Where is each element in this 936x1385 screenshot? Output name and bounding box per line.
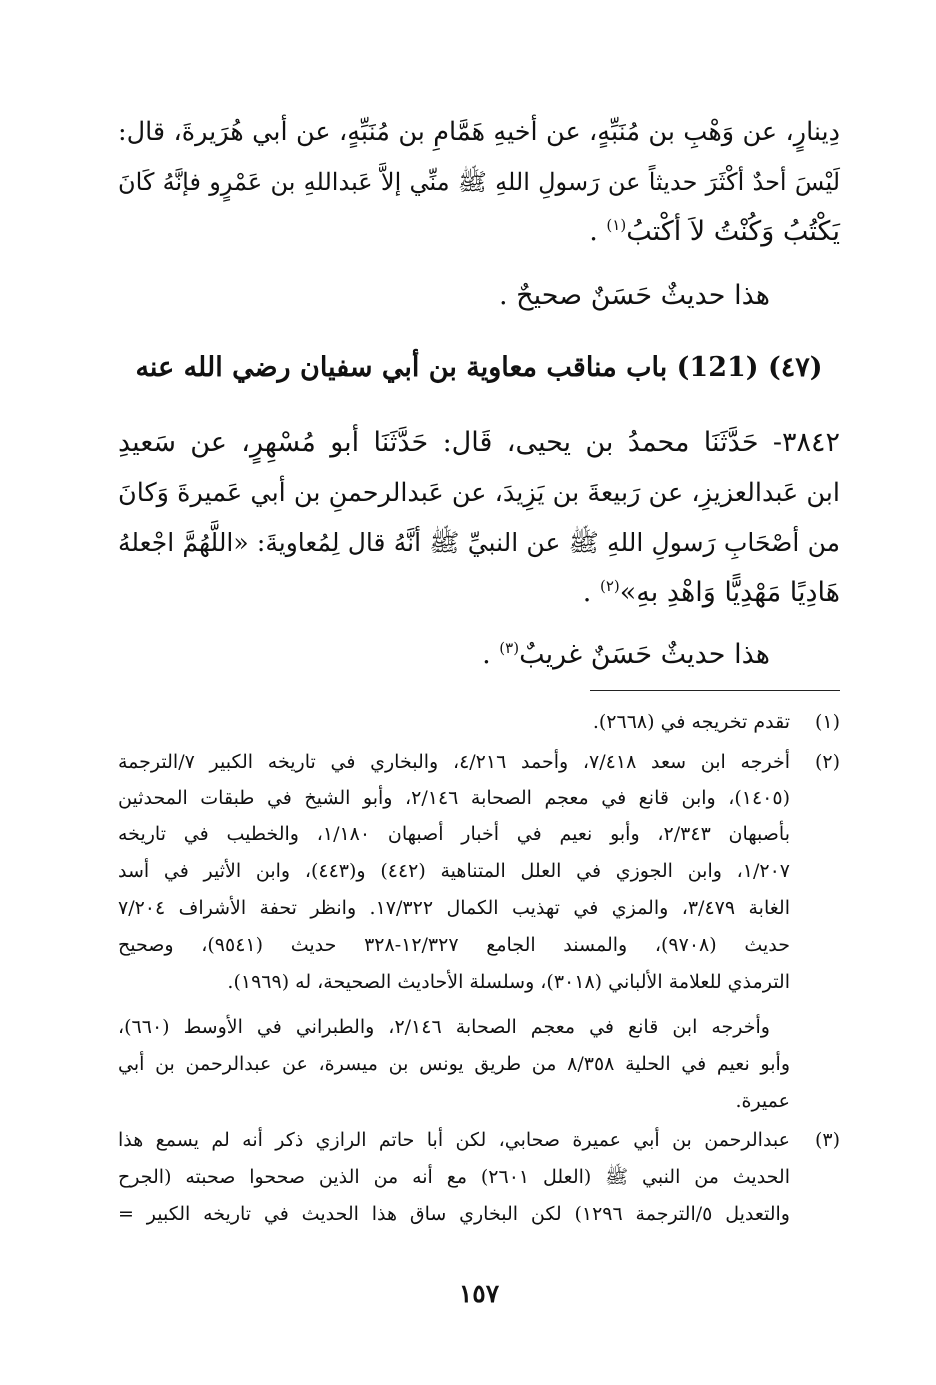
book-page [118, 0, 840, 1385]
footnote-line: وأبو نعيم في الحلية ٨/٣٥٨ من طريق يونس بن ميسرة، عن عبدالرحمن بن أبي [118, 1053, 790, 1075]
footnote-reference: (١) [606, 216, 627, 234]
footnote-line: (١٤٠٥)، وابن قانع في معجم الصحابة ٢/١٤٦، وأبو الشيخ في طبقات المحدثين [118, 787, 790, 809]
footnote-line: ١/٢٠٧، وابن الجوزي في العلل المتناهية (٤٤٢) و(٤٤٣)، وابن الأثير في أسد [118, 860, 790, 882]
footnote-separator [590, 690, 840, 691]
footnote-number: (٢) [814, 751, 840, 773]
text-line: لَيْسَ أحدٌ أكْثَرَ حديثاً عن رَسولِ اللهِ ﷺ منِّي إلاَّ عَبداللهِ بن عَمْرٍو فإنَّهُ كَانَ [118, 168, 840, 196]
footnote-line: وأخرجه ابن قانع في معجم الصحابة ٢/١٤٦، والطبراني في الأوسط (٦٦٠)، [118, 1016, 770, 1038]
footnote-line: حديث (٩٧٠٨)، والمسند الجامع ١٢/٣٢٧-٣٢٨ حديث (٩٥٤١)، وصحيح [118, 934, 791, 956]
text-segment: هَادِيًا مَهْدِيًّا وَاهْدِ بهِ» [619, 577, 840, 608]
footnote-line: عميرة. [735, 1090, 790, 1112]
hadith-grading: هذا حديثٌ حَسَنٌ صحيحٌ . [499, 280, 770, 311]
footnote-number: (٣) [814, 1129, 840, 1151]
footnote-line: تقدم تخريجه في (٢٦٦٨). [592, 711, 790, 733]
text-segment: . [589, 216, 607, 247]
text-segment: يَكْتُبُ وَكُنْتُ لاَ أكْتبُ [626, 216, 840, 247]
text-line [118, 573, 840, 613]
footnote-line: عبدالرحمن بن أبي عميرة صحابي، لكن أبا حاتم الرازي ذكر أنه لم يسمع هذا [118, 1129, 790, 1151]
text-line [118, 212, 840, 252]
footnote-line: الغابة ٣/٤٧٩، والمزي في تهذيب الكمال ١٧/٣٢٢. وانظر تحفة الأشراف ٧/٢٠٤ [118, 897, 790, 919]
text-line: من أصْحَابِ رَسولِ اللهِ ﷺ عن النبيِّ ﷺ أنَّهُ قال لِمُعاويةَ: «اللَّهُمَّ اجْعلهُ [118, 528, 840, 557]
text-line: ابن عَبدالعزيزِ، عن رَبيعةَ بن يَزِيدَ، عن عَبدالرحمنِ بن أبي عَميرةَ وَكانَ [118, 478, 840, 508]
footnote-line: الحديث من النبي ﷺ (العلل ٢٦٠١) مع أنه من الذين صححوا صحبته (الجرح [118, 1166, 790, 1188]
text-line: دِينارٍ، عن وَهْبِ بن مُنَبِّهٍ، عن أخيهِ هَمَّامِ بن مُنَبِّهٍ، عن أبي هُرَيرةَ، قال: [118, 117, 840, 147]
footnote-number: (١) [814, 711, 840, 733]
footnote-reference: (٢) [599, 577, 620, 595]
hadith-grading [482, 635, 770, 675]
footnote-line: بأصبهان ٢/٣٤٣، وأبو نعيم في أخبار أصبهان ١/١٨٠، والخطيب في تاريخه [118, 823, 790, 845]
text-segment: . [482, 639, 500, 670]
footnote-line: والتعديل ٥/الترجمة ١٢٩٦) لكن البخاري ساق هذا الحديث في تاريخه الكبير = [118, 1203, 790, 1225]
text-line: ٣٨٤٢- حَدَّثَنَا محمدُ بن يحيى، قَال: حَدَّثَنَا أبو مُسْهِرٍ، عن سَعيدِ [118, 427, 840, 458]
page-number: ١٥٧ [458, 1279, 500, 1308]
text-segment: . [582, 577, 600, 608]
footnote-line: أخرجه ابن سعد ٧/٤١٨، وأحمد ٤/٢١٦، والبخاري في تاريخه الكبير ٧/الترجمة [118, 751, 790, 773]
chapter-heading: (٤٧) (121) باب مناقب معاوية بن أبي سفيان رضي الله عنه [135, 352, 823, 383]
text-segment: هذا حديثٌ حَسَنٌ غريبٌ [519, 639, 770, 670]
footnote-line: الترمذي للعلامة الألباني (٣٠١٨)، وسلسلة الأحاديث الصحيحة، له (١٩٦٩). [227, 971, 790, 993]
footnote-reference: (٣) [499, 639, 520, 657]
